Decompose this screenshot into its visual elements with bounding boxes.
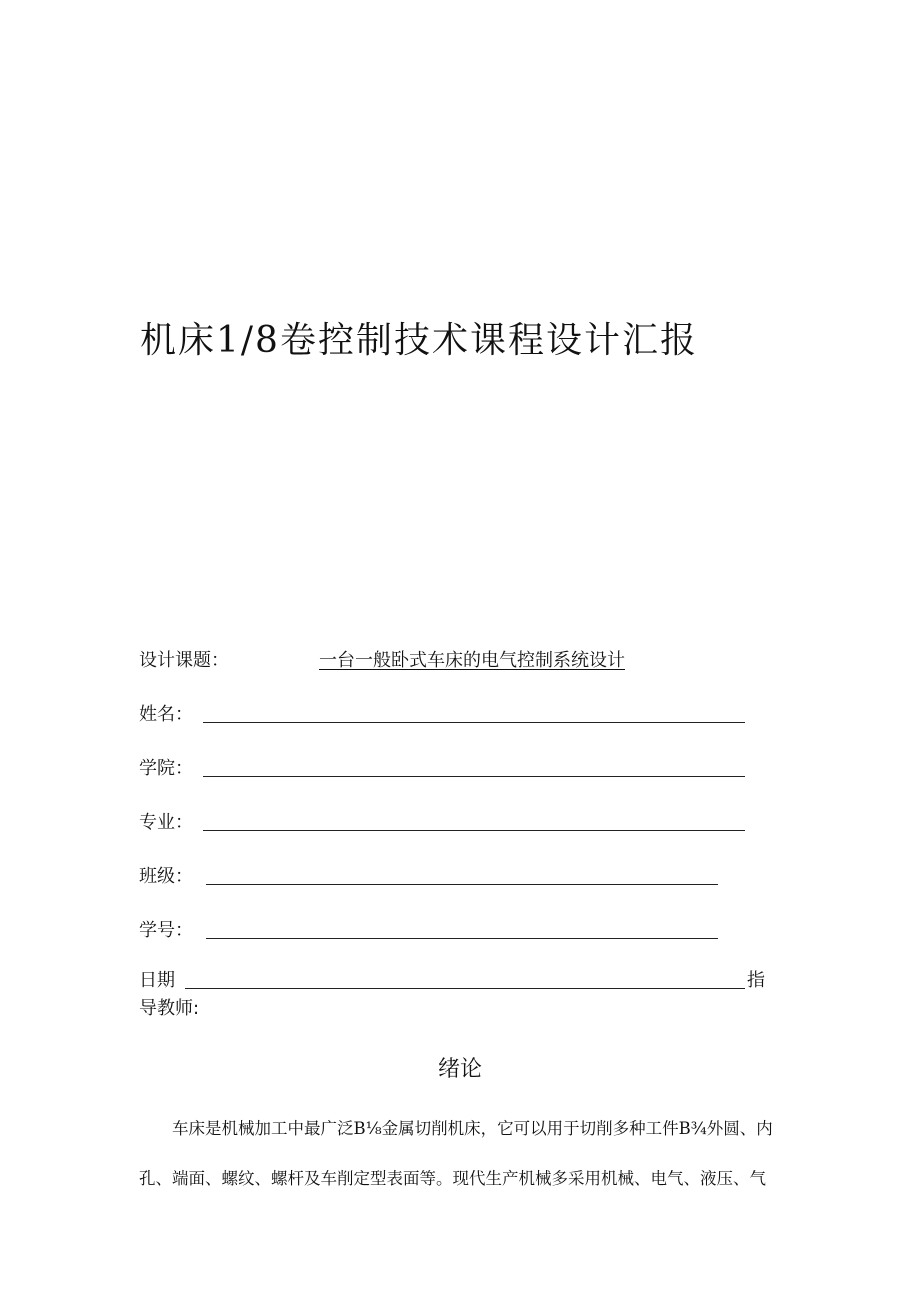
name-label: 姓名： <box>139 704 193 725</box>
section-body <box>139 1104 789 1204</box>
advisor-label-part1: 指 <box>747 970 765 991</box>
major-label: 专业： <box>139 812 193 833</box>
date-blank-line[interactable] <box>185 966 745 989</box>
body-line: 车床是机械加工中最广泛B⅛金属切削机床，它可以用于切削多种工件B¾外圆、内 <box>172 1119 773 1138</box>
body-line: 孔、端面、螺纹、螺杆及车削定型表面等。现代生产机械多采用机械、电气、液压、气 <box>139 1169 766 1188</box>
class-blank-line[interactable] <box>206 862 718 885</box>
college-blank-line[interactable] <box>203 754 745 777</box>
college-label: 学院： <box>139 758 193 779</box>
topic-value: 一台一般卧式车床的电气控制系统设计 <box>319 650 625 671</box>
student-id-label: 学号： <box>139 920 193 941</box>
advisor-label-part2: 导教师: <box>139 998 200 1019</box>
document-title: 机床1/8卷控制技术课程设计汇报 <box>140 320 698 361</box>
student-id-blank-line[interactable] <box>206 916 718 939</box>
date-row <box>139 966 765 992</box>
name-blank-line[interactable] <box>203 700 745 723</box>
topic-label: 设计课题： <box>139 650 229 671</box>
date-label: 日期 <box>139 970 175 991</box>
class-label: 班级： <box>139 866 193 887</box>
section-heading: 绪论 <box>437 1057 482 1082</box>
major-blank-line[interactable] <box>203 808 745 831</box>
